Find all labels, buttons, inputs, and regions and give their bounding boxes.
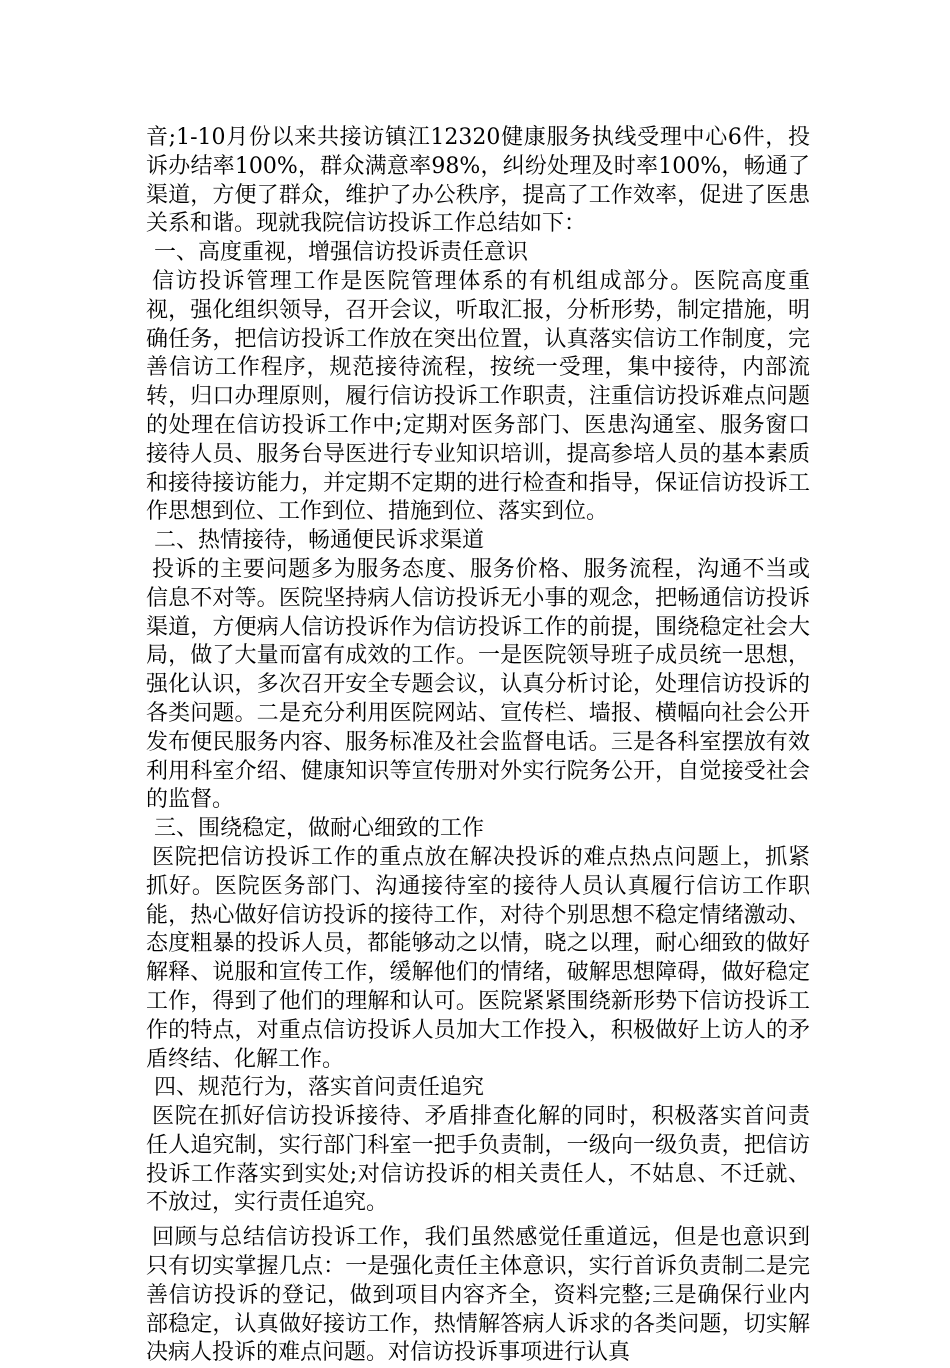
section-3-paragraph: 医院把信访投诉工作的重点放在解决投诉的难点热点问题上，抓紧抓好。医院医务部门、沟通接待室的接待人员认真履行信访工作职能，热心做好信访投诉的接待工作，对待个别思想不稳定情绪激动、态度粗暴的投诉人员，都能够动之以情，晓之以理，耐心细致的做好解释、说服和宣传工作，缓解他们的情绪，破解思想障碍，做好稳定工作，得到了他们的理解和认可。医院紧紧围绕新形势下信访投诉工作的特点，对重点信访投诉人员加大工作投入，积极做好上访人的矛盾终结、化解工作。 (146, 844, 810, 1072)
conclusion-paragraph: 回顾与总结信访投诉工作，我们虽然感觉任重道远，但是也意识到只有切实掌握几点：一是强化责任主体意识，实行首诉负责制二是完善信访投诉的登记，做到项目内容齐全，资料完整;三是确保行业内部稳定，认真做好接访工作，热情解答病人诉求的各类问题，切实解决病人投诉的难点问题。对信访投诉事项进行认真 (146, 1225, 810, 1366)
document-page (146, 124, 810, 1368)
section-2-paragraph: 投诉的主要问题多为服务态度、服务价格、服务流程，沟通不当或信息不对等。医院坚持病人信访投诉无小事的观念，把畅通信访投诉渠道，方便病人信访投诉作为信访投诉工作的前提，围绕稳定社会大局，做了大量而富有成效的工作。一是医院领导班子成员统一思想，强化认识，多次召开安全专题会议，认真分析讨论，处理信访投诉的各类问题。二是充分利用医院网站、宣传栏、墙报、横幅向社会公开发布便民服务内容、服务标准及社会监督电话。三是各科室摆放有效利用科室介绍、健康知识等宣传册对外实行院务公开，自觉接受社会的监督。 (146, 556, 810, 813)
section-3-heading: 三、围绕稳定，做耐心细致的工作 (154, 816, 485, 842)
section-2-heading: 二、热情接待，畅通便民诉求渠道 (154, 528, 485, 554)
section-4-heading: 四、规范行为，落实首问责任追究 (154, 1075, 485, 1101)
section-4-paragraph: 医院在抓好信访投诉接待、矛盾排查化解的同时，积极落实首问责任人追究制，实行部门科室一把手负责制，一级向一级负责，把信访投诉工作落实到实处;对信访投诉的相关责任人，不姑息、不迁就、不放过，实行责任追究。 (146, 1104, 810, 1216)
section-1-paragraph: 信访投诉管理工作是医院管理体系的有机组成部分。医院高度重视，强化组织领导，召开会议，听取汇报，分析形势，制定措施，明确任务，把信访投诉工作放在突出位置，认真落实信访工作制度，完善信访工作程序，规范接待流程，按统一受理，集中接待，内部流转，归口办理原则，履行信访投诉工作职责，注重信访投诉难点问题的处理在信访投诉工作中;定期对医务部门、医患沟通室、服务窗口接待人员、服务台导医进行专业知识培训，提高参培人员的基本素质和接待接访能力，并定期不定期的进行检查和指导，保证信访投诉工作思想到位、工作到位、措施到位、落实到位。 (146, 268, 810, 525)
intro-paragraph: 音;1-10月份以来共接访镇江12320健康服务执线受理中心6件，投诉办结率100%，群众满意率98%，纠纷处理及时率100%，畅通了渠道，方便了群众，维护了办公秩序，提高了工作效率，促进了医患关系和谐。现就我院信访投诉工作总结如下： (146, 125, 810, 237)
section-1-heading: 一、高度重视，增强信访投诉责任意识 (154, 240, 529, 266)
